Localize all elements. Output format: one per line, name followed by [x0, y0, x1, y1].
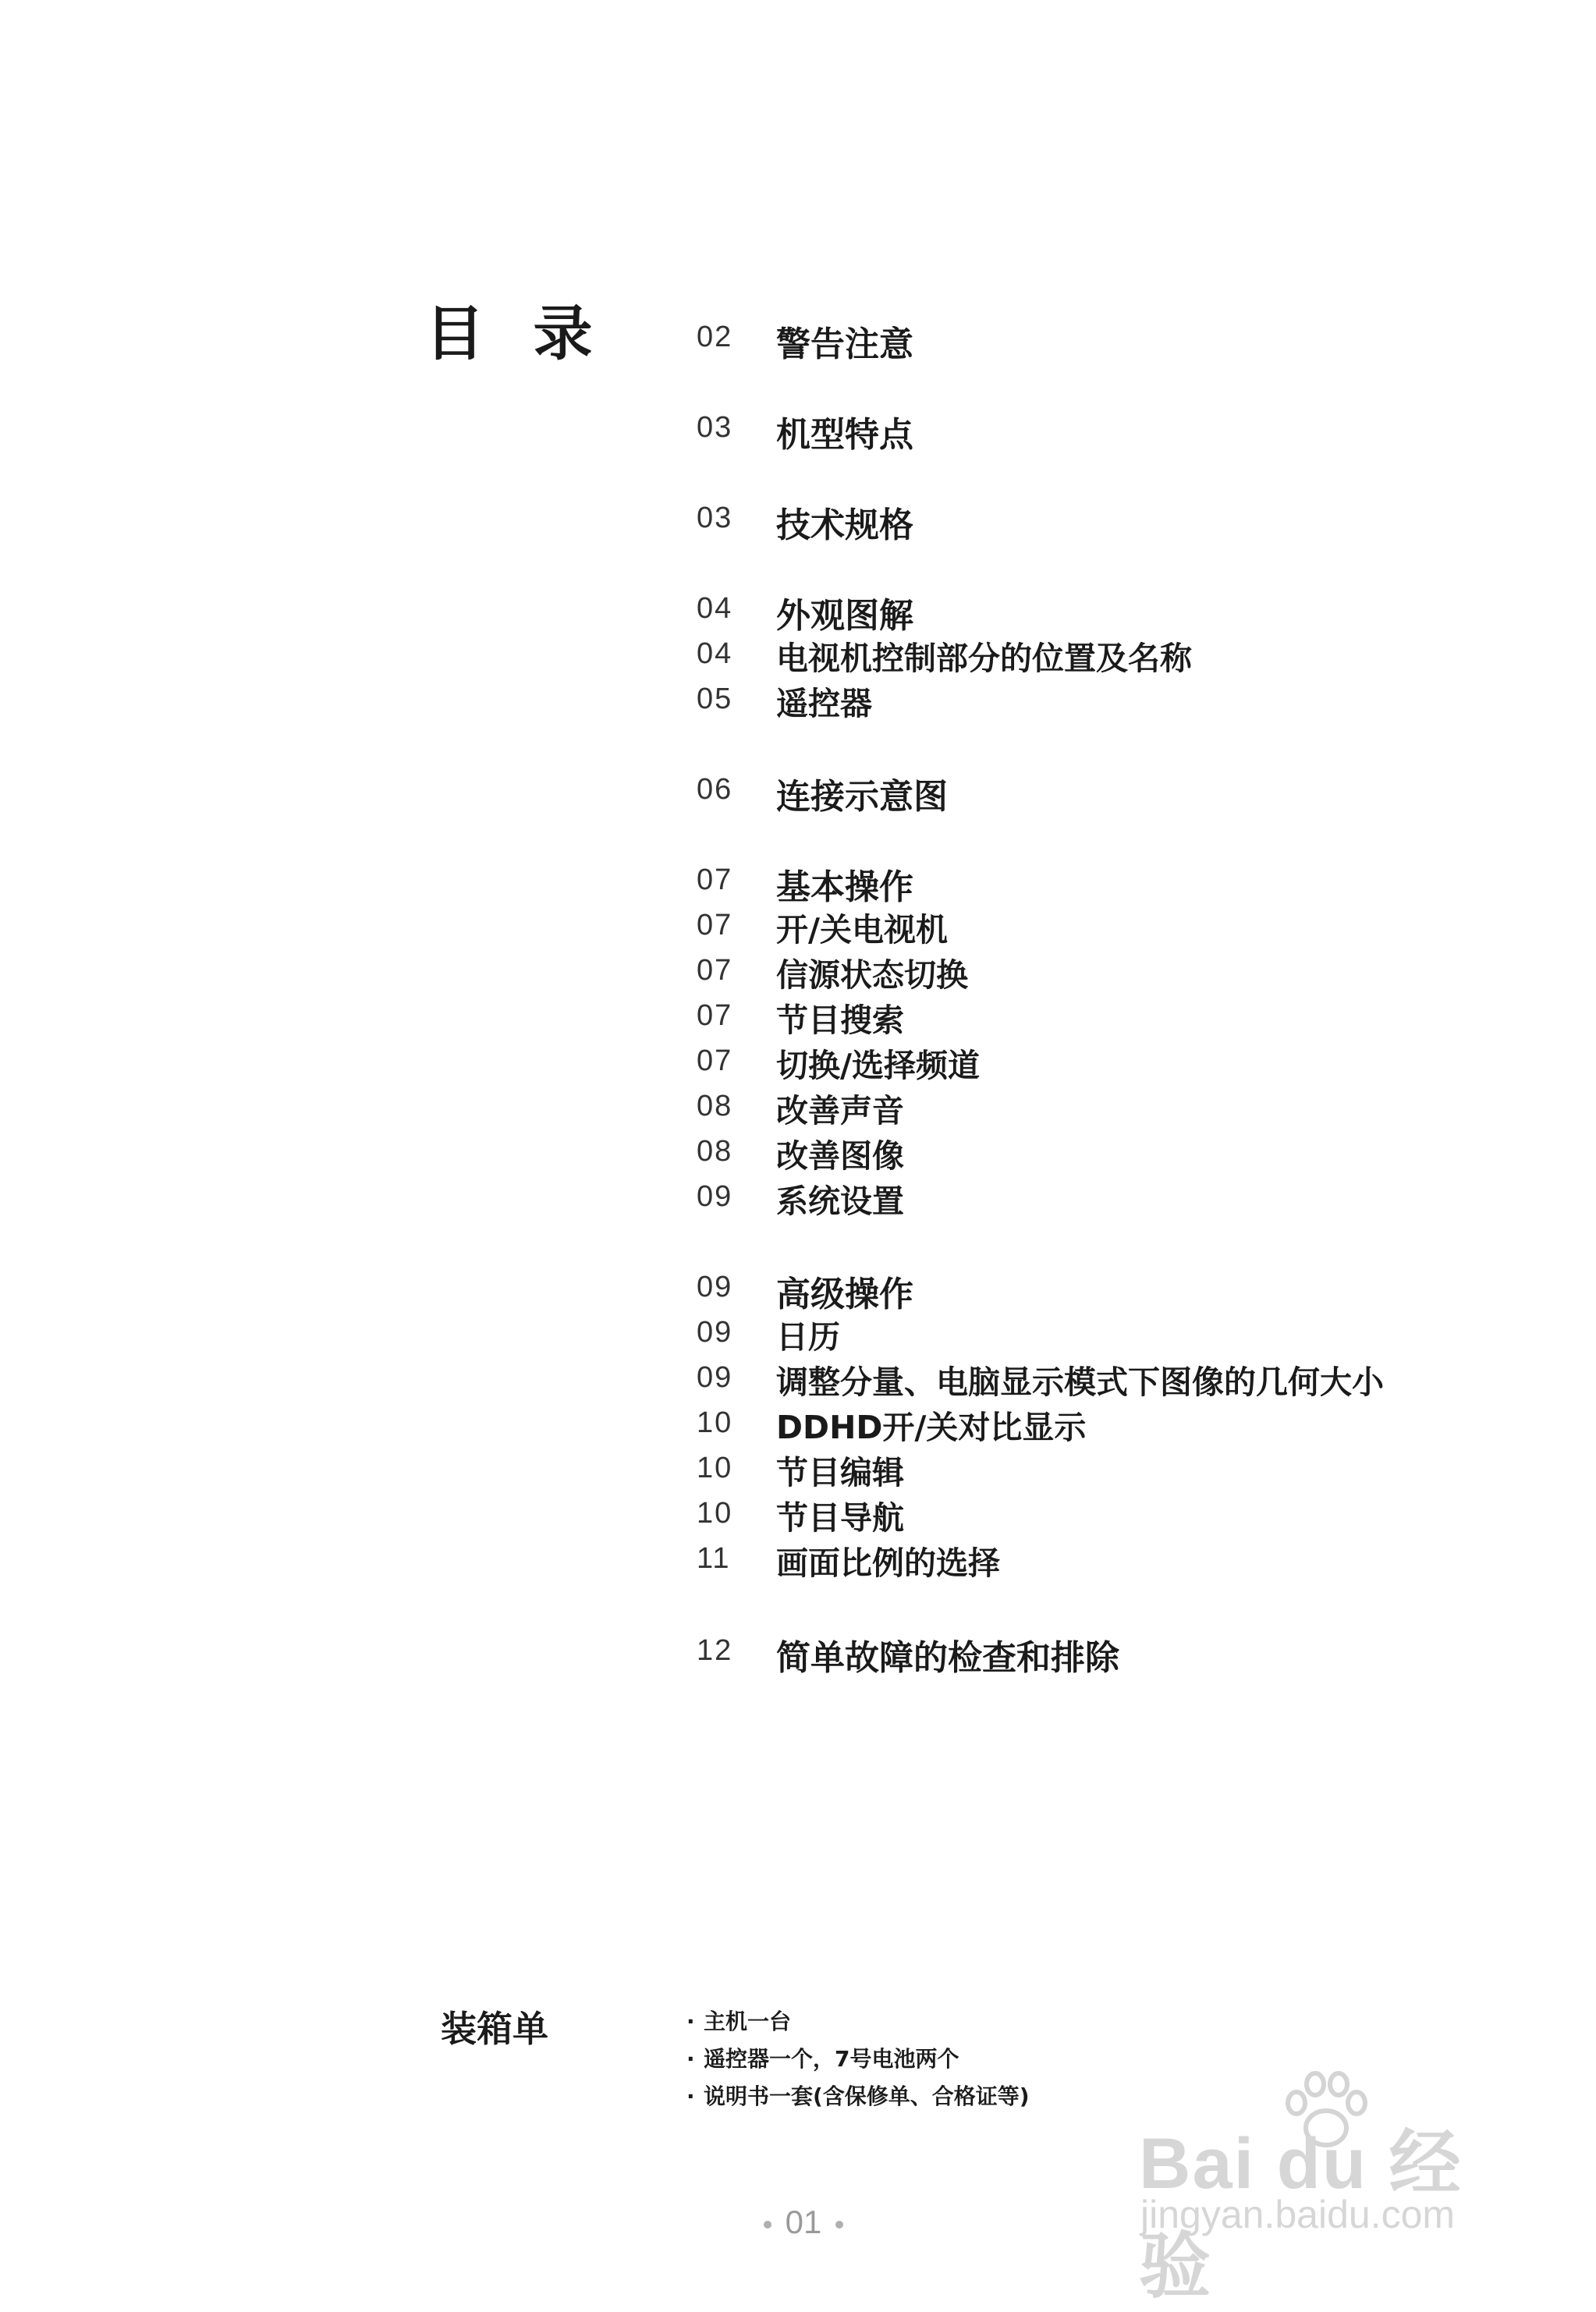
packing-item-text: 说明书一套(含保修单、合格证等)	[704, 2083, 1030, 2109]
bullet: ·	[686, 2083, 695, 2109]
toc-entry-title: 技术规格	[776, 505, 913, 545]
toc-page-number: 08	[697, 1090, 733, 1122]
packing-item	[686, 2041, 1030, 2078]
toc-page-number: 12	[697, 1634, 733, 1667]
toc-page-number: 09	[697, 1271, 733, 1303]
toc-entry-title: 机型特点	[776, 415, 913, 455]
packing-list-heading: 装箱单	[441, 2008, 548, 2050]
toc-entry-title: 改善声音	[776, 1092, 904, 1129]
toc-page-number: 07	[697, 954, 733, 987]
toc-entry-title: 节目搜索	[776, 1002, 904, 1039]
toc-entry-title: 画面比例的选择	[776, 1544, 1000, 1582]
toc-page-number: 10	[697, 1452, 733, 1484]
toc-page-number: 03	[697, 411, 733, 444]
page-number-text: 01	[785, 2204, 822, 2240]
toc-entry-title: 改善图像	[776, 1137, 904, 1175]
toc-entry-title: 外观图解	[776, 596, 913, 636]
packing-item	[686, 2078, 1030, 2115]
toc-entry-title: 遥控器	[776, 685, 872, 722]
packing-list	[686, 2003, 1030, 2115]
toc-page-number: 07	[697, 999, 733, 1032]
toc-entry-title: 连接示意图	[776, 777, 948, 817]
toc-page-number: 04	[697, 592, 733, 625]
toc-page-number: 10	[697, 1406, 733, 1439]
toc-page-number: 06	[697, 773, 733, 806]
toc-entry-title: 系统设置	[776, 1183, 904, 1220]
toc-page-number: 07	[697, 863, 733, 896]
packing-item	[686, 2003, 1030, 2041]
toc-entry-title: 切换/选择频道	[776, 1047, 980, 1084]
toc-page-number: 11	[697, 1542, 731, 1575]
toc-entry-title: 节目导航	[776, 1499, 904, 1537]
toc-page-number: 03	[697, 502, 733, 534]
packing-item-text: 遥控器一个，7号电池两个	[704, 2046, 959, 2072]
toc-entry-title: 调整分量、电脑显示模式下图像的几何大小	[776, 1363, 1384, 1401]
toc-page-number: 10	[697, 1497, 733, 1530]
toc-page-number: 09	[697, 1180, 733, 1213]
toc-page-number: 08	[697, 1135, 733, 1168]
dot-icon	[835, 2221, 843, 2229]
toc-entry-title: 基本操作	[776, 867, 913, 907]
toc-page-number: 09	[697, 1316, 733, 1349]
toc-entry-title: 信源状态切换	[776, 956, 968, 994]
toc-entry-title: 开/关电视机	[776, 911, 948, 949]
toc-page-number: 04	[697, 637, 733, 670]
watermark-url: jingyan.baidu.com	[1140, 2193, 1456, 2236]
bullet: ·	[686, 2009, 695, 2034]
watermark-brand: Bai du 经验	[1139, 2124, 1463, 2307]
toc-entry-title: 高级操作	[776, 1275, 913, 1314]
toc-page-number: 07	[697, 909, 733, 941]
bullet: ·	[686, 2046, 695, 2072]
toc-entry-title: 简单故障的检查和排除	[776, 1638, 1119, 1678]
toc-page-number: 05	[697, 683, 733, 715]
page-number	[737, 2204, 870, 2241]
page-title: 目 录	[425, 299, 607, 368]
dot-icon	[764, 2221, 771, 2229]
toc-entry-title: 日历	[776, 1318, 840, 1356]
toc-entry-title: 电视机控制部分的位置及名称	[776, 640, 1192, 677]
toc-entry-title: 节目编辑	[776, 1454, 904, 1491]
toc-page-number: 07	[697, 1044, 733, 1077]
toc-entry-title: DDHD开/关对比显示	[776, 1409, 1087, 1446]
toc-entry-title: 警告注意	[776, 324, 913, 364]
packing-item-text: 主机一台	[704, 2009, 792, 2034]
watermark	[1139, 2067, 1513, 2307]
toc-page-number: 02	[697, 321, 733, 353]
toc-page-number: 09	[697, 1361, 733, 1394]
